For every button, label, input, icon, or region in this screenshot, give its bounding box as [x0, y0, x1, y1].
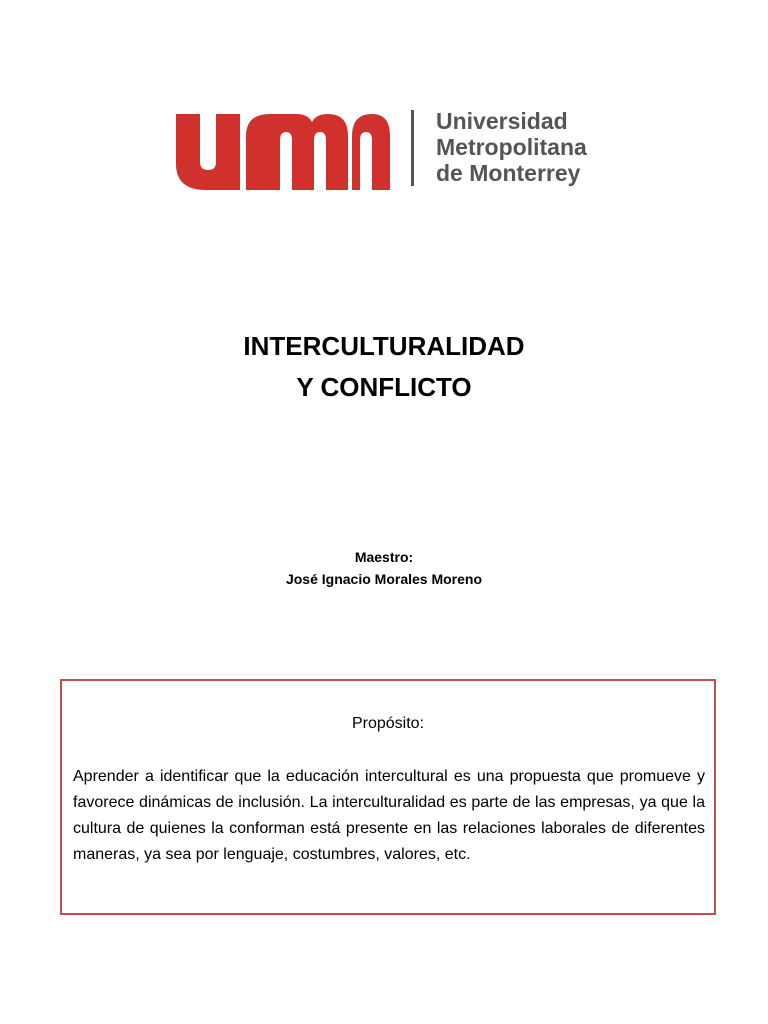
university-name	[436, 108, 587, 186]
university-name-line-3: de Monterrey	[436, 160, 581, 186]
umm-logo-mark	[176, 110, 390, 190]
purpose-body: Aprender a identificar que la educación intercultural es una propuesta que promueve y favorece dinámicas de inclusión. La interculturalidad es parte de las empresas, ya que la cultura de quienes la conforman está presente en las relaciones laborales de diferentes maneras, ya sea por lenguaje, costumbres, valores, etc.	[73, 768, 705, 863]
university-name-line-2: Metropolitana	[436, 134, 587, 160]
document-title	[0, 326, 768, 408]
university-logo	[176, 108, 596, 192]
teacher-name: José Ignacio Morales Moreno	[285, 571, 483, 587]
purpose-box	[60, 679, 716, 915]
teacher-block	[0, 546, 768, 590]
university-name-line-1: Universidad	[436, 108, 568, 134]
teacher-label: Maestro:	[354, 549, 414, 565]
document-title-line-1: INTERCULTURALIDAD	[243, 331, 525, 361]
document-title-line-2: Y CONFLICTO	[296, 372, 472, 402]
logo-divider	[411, 110, 414, 186]
purpose-heading: Propósito:	[351, 715, 425, 732]
